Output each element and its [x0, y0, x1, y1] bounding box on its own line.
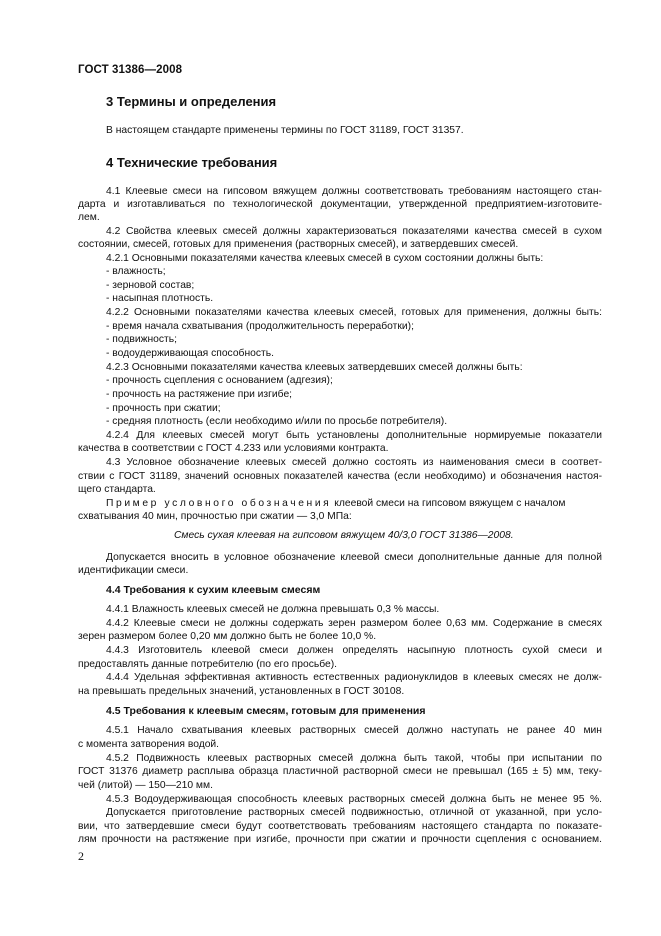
paragraph-line: 4.5.1 Начало схватывания клеевых растворных смесей должно наступать не ранее 40 мин [106, 725, 602, 736]
list-item: - насыпная плотность. [106, 293, 214, 304]
paragraph-line: 4.4.2 Клеевые смеси не должны содержать зерен размером более 0,63 мм. Содержание в смесях [106, 618, 602, 629]
list-item: - прочность при сжатии; [106, 403, 221, 414]
paragraph-line: 4.4.1 Влажность клеевых смесей не должна превышать 0,3 % массы. [106, 604, 440, 615]
paragraph-line: 4.1 Клеевые смеси на гипсовом вяжущем должны соответствовать требованиям настоящего стан- [106, 186, 602, 197]
paragraph-line: с момента затворения водой. [78, 739, 220, 750]
list-item: - подвижность; [106, 334, 177, 345]
paragraph-line: вии, что затвердевшие смеси будут соответствовать требованиям настоящего стандарта по показате- [78, 821, 602, 832]
paragraph-line: 4.5.3 Водоудерживающая способность клеевых растворных смесей должна быть не менее 95 %. [106, 794, 602, 805]
list-item: - время начала схватывания (продолжительность переработки); [106, 321, 414, 332]
paragraph-line: предоставлять данные потребителю (по его просьбе). [78, 659, 338, 670]
paragraph-line: 4.2 Свойства клеевых смесей должны характеризоваться показателями качества смесей в сухом [106, 226, 602, 237]
example-label: Пример условного обозначения [106, 498, 332, 509]
page-number: 2 [78, 849, 84, 863]
paragraph-line: 4.4.3 Изготовитель клеевой смеси должен определять насыпную плотность сухой смеси и [106, 645, 602, 656]
paragraph-line: 4.2.4 Для клеевых смесей могут быть установлены дополнительные нормируемые показатели [106, 430, 602, 441]
paragraph-line: 4.5.2 Подвижность клеевых растворных смесей должна быть такой, чтобы при испытании по [106, 753, 602, 764]
paragraph-line: на превышать предельных значений, установленных в ГОСТ 30108. [78, 686, 405, 697]
list-item: - прочность на растяжение при изгибе; [106, 389, 293, 400]
list-item: - зерновой состав; [106, 280, 195, 291]
section-4-title: 4 Технические требования [106, 155, 278, 170]
paragraph-line: Допускается вносить в условное обозначение клеевой смеси дополнительные данные для полной [106, 552, 602, 563]
list-item: - водоудерживающая способность. [106, 348, 274, 359]
list-item: - влажность; [106, 266, 166, 277]
paragraph-line: 4.2.3 Основными показателями качества клеевых затвердевших смесей должны быть: [106, 362, 523, 373]
paragraph-line: щего стандарта. [78, 484, 156, 495]
paragraph-line: дарта и изготавливаться по технологической документации, утвержденной предприятием-изготовите- [78, 199, 602, 210]
paragraph-line: 4.2.2 Основными показателями качества клеевых смесей, готовых для применения, должны быть: [106, 307, 602, 318]
paragraph-line: лям прочности на растяжение при изгибе, прочности при сжатии и прочности сцепления с основанием. [78, 834, 602, 845]
paragraph-line: ствии с ГОСТ 31189, значений основных показателей качества (если необходимо) и обозначения настоя- [78, 471, 602, 482]
section-3-title: 3 Термины и определения [106, 94, 277, 109]
example-line-2: схватывания 40 мин, прочностью при сжатии — 3,0 МПа: [78, 511, 352, 522]
subsection-4-5-title: 4.5 Требования к клеевым смесям, готовым для применения [106, 705, 426, 717]
paragraph-line: Допускается приготовление растворных смесей подвижностью, отличной от указанной, при усло- [106, 807, 602, 818]
paragraph-line: чей (литой) — 150—210 мм. [78, 780, 213, 791]
example-text: клеевой смеси на гипсовом вяжущем с началом [334, 498, 566, 509]
paragraph-line: 4.3 Условное обозначение клеевых смесей должно состоять из наименования смеси в соответ- [106, 457, 602, 468]
paragraph-line: идентификации смеси. [78, 565, 189, 576]
section-3-text: В настоящем стандарте применены термины по ГОСТ 31189, ГОСТ 31357. [106, 125, 464, 136]
list-item: - средняя плотность (если необходимо и/или по просьбе потребителя). [106, 416, 448, 427]
example-line [106, 497, 565, 510]
paragraph-line: 4.2.1 Основными показателями качества клеевых смесей в сухом состоянии должны быть: [106, 253, 544, 264]
list-item: - прочность сцепления с основанием (адгезия); [106, 375, 333, 386]
paragraph-line: 4.4.4 Удельная эффективная активность естественных радионуклидов в клеевых смесях не долж- [106, 672, 602, 683]
paragraph-line: лем. [78, 212, 100, 223]
subsection-4-4-title: 4.4 Требования к сухим клеевым смесям [106, 584, 321, 596]
paragraph-line: состоянии, смесей, готовых для применения (растворных смесей), и затвердевших смесей. [78, 239, 519, 250]
paragraph-line: зерен размером более 0,20 мм должно быть не более 10,0 %. [78, 631, 377, 642]
paragraph-line: ГОСТ 31376 диаметр расплыва образца пластичной растворной смеси не превышал (165 ± 5) мм, теку- [78, 766, 602, 777]
paragraph-line: качества в соответствии с ГОСТ 4.233 или условиями контракта. [78, 443, 389, 454]
example-designation: Смесь сухая клеевая на гипсовом вяжущем 40/3,0 ГОСТ 31386—2008. [174, 530, 514, 541]
document-header: ГОСТ 31386—2008 [78, 64, 183, 76]
